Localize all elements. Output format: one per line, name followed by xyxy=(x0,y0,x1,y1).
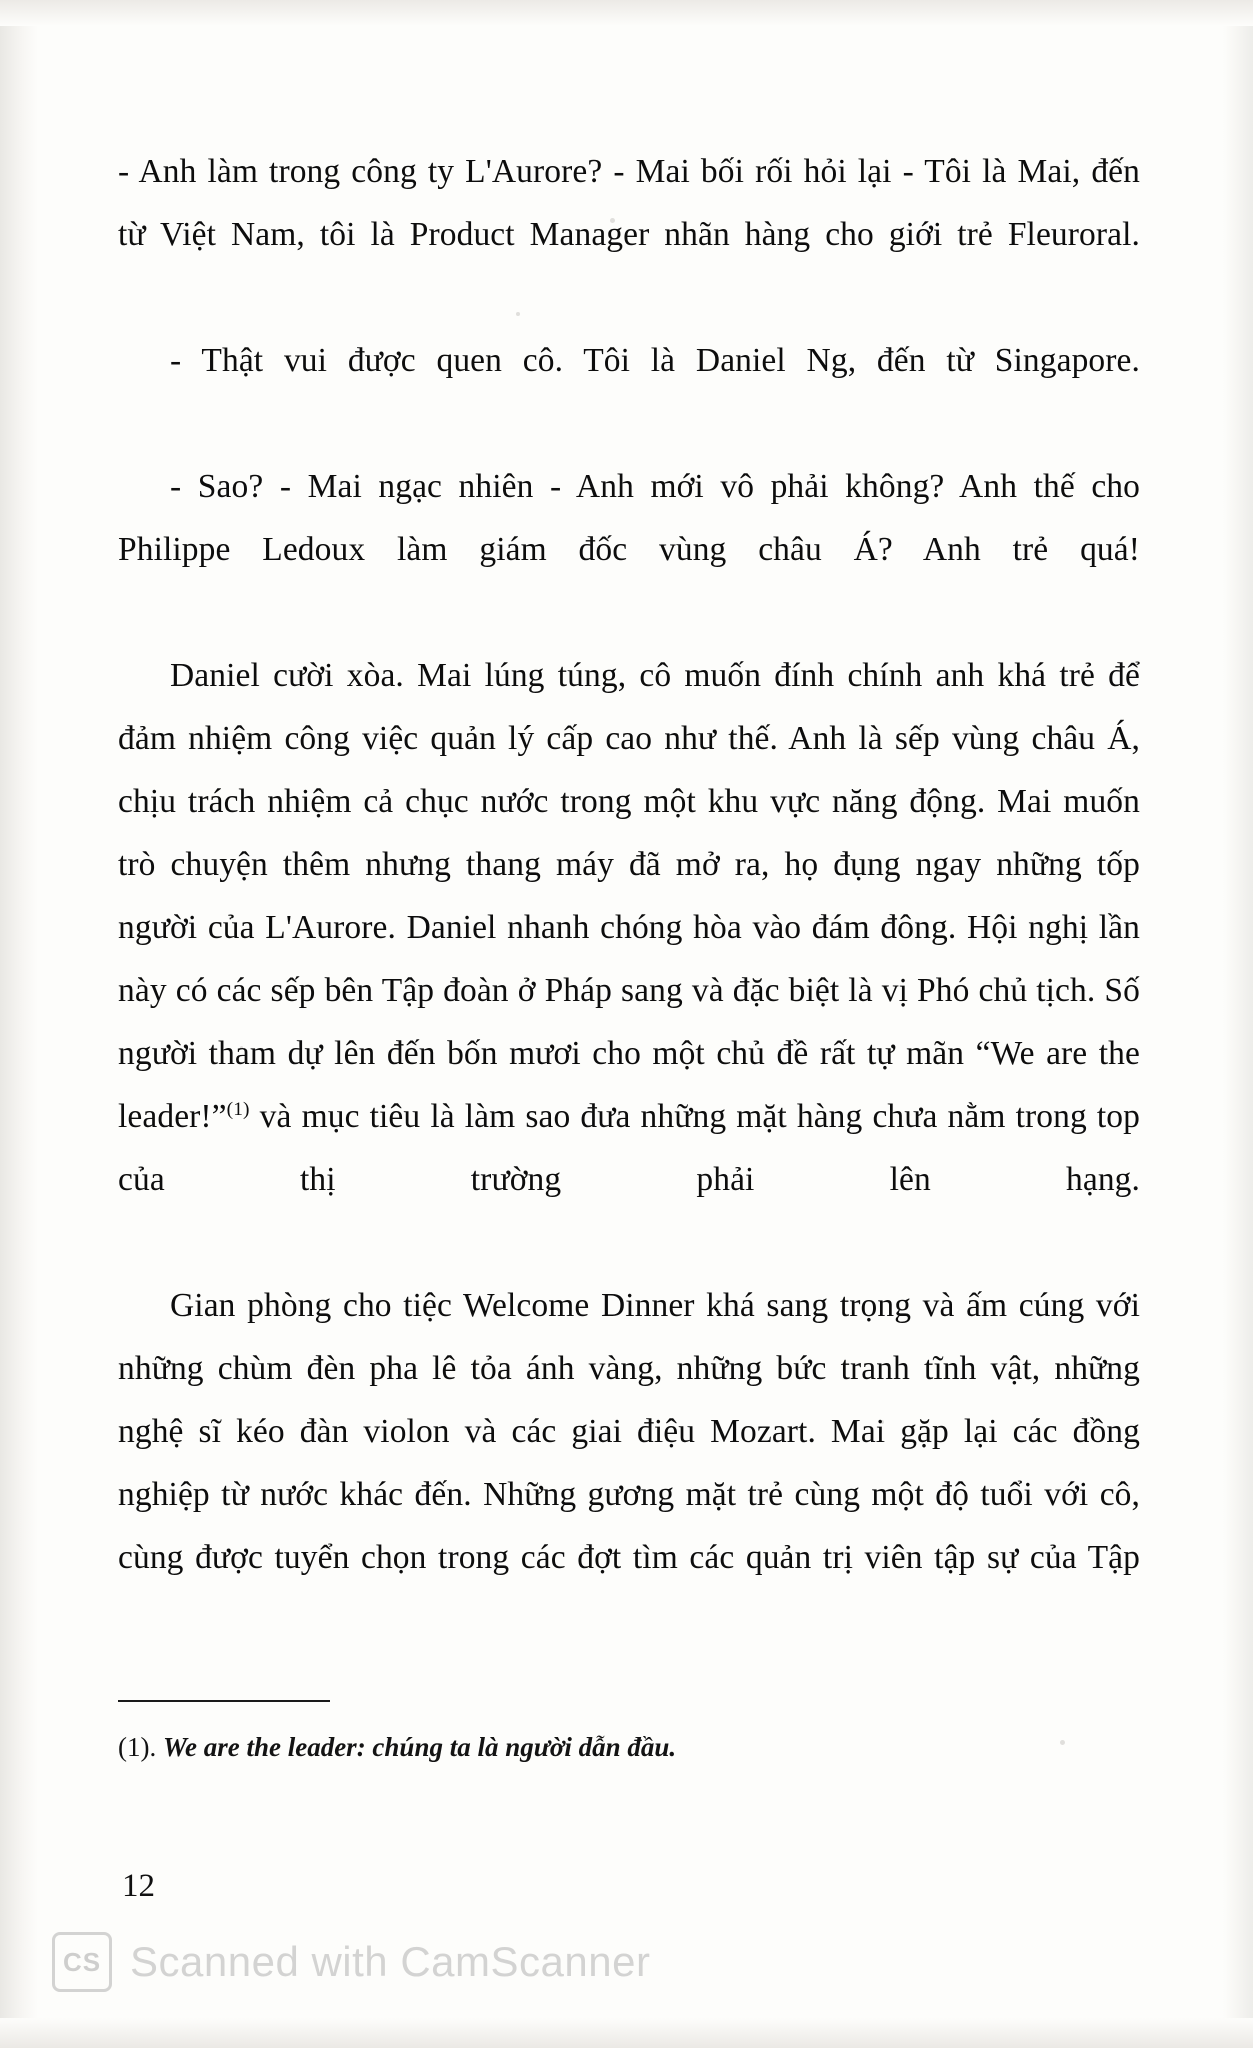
paragraph-5: Gian phòng cho tiệc Welcome Dinner khá sang trọng và ấm cúng với những chùm đèn pha lê tỏa ánh vàng, những bức tranh tĩnh vật, những nghệ sĩ kéo đàn violon và các giai điệu Mozart. Mai gặp lại các đồng nghiệp từ nước khác đến. Những gương mặt trẻ cùng một độ tuổi với cô, cùng được tuyển chọn trong các đợt tìm các quản trị viên tập sự của Tập xyxy=(118,1287,1140,1576)
camscanner-watermark xyxy=(52,1932,650,1992)
paragraph-3: - Sao? - Mai ngạc nhiên - Anh mới vô phải không? Anh thế cho Philippe Ledoux làm giám đốc vùng châu Á? Anh trẻ quá! xyxy=(118,468,1140,568)
paragraph-4-text-after-footnote: và mục tiêu là làm sao đưa những mặt hàng chưa nằm trong top của thị trường phải lên hạng. xyxy=(118,1098,1140,1198)
paragraph-2: - Thật vui được quen cô. Tôi là Daniel Ng, đến từ Singapore. xyxy=(170,342,1140,379)
scan-edge-left xyxy=(0,0,38,2048)
footnote-section xyxy=(118,1700,1140,1766)
scan-edge-top xyxy=(0,0,1253,26)
paragraph-1: - Anh làm trong công ty L'Aurore? - Mai bối rối hỏi lại - Tôi là Mai, đến từ Việt Nam, tôi là Product Manager nhãn hàng cho giới trẻ Fleuroral. xyxy=(118,153,1140,253)
footnote-body: We are the leader: chúng ta là người dẫn đầu. xyxy=(162,1732,677,1762)
scan-edge-bottom xyxy=(0,2018,1253,2048)
footnote-reference-marker: (1) xyxy=(226,1098,250,1120)
camscanner-logo-icon: CS xyxy=(52,1932,112,1992)
scan-edge-right xyxy=(1223,0,1253,2048)
page-body-text xyxy=(118,140,1140,1652)
camscanner-label: Scanned with CamScanner xyxy=(130,1938,651,1985)
footnote-entry xyxy=(118,1728,1140,1766)
paragraph-4 xyxy=(118,644,1140,1274)
paragraph-4-text-before-footnote: Daniel cười xòa. Mai lúng túng, cô muốn đính chính anh khá trẻ để đảm nhiệm công việc quản lý cấp cao như thế. Anh là sếp vùng châu Á, chịu trách nhiệm cả chục nước trong một khu vực năng động. Mai muốn trò chuyện thêm nhưng thang máy đã mở ra, họ đụng ngay những tốp người của L'Aurore. Daniel nhanh chóng hòa vào đám đông. Hội nghị lần này có các sếp bên Tập đoàn ở Pháp sang và đặc biệt là vị Phó chủ tịch. Số người tham dự lên đến bốn mươi cho một chủ đề rất tự mãn “We are the leader!” xyxy=(118,657,1140,1135)
footnote-number: (1). xyxy=(118,1732,157,1762)
footnote-separator-rule xyxy=(118,1700,330,1702)
page-number: 12 xyxy=(122,1868,155,1904)
